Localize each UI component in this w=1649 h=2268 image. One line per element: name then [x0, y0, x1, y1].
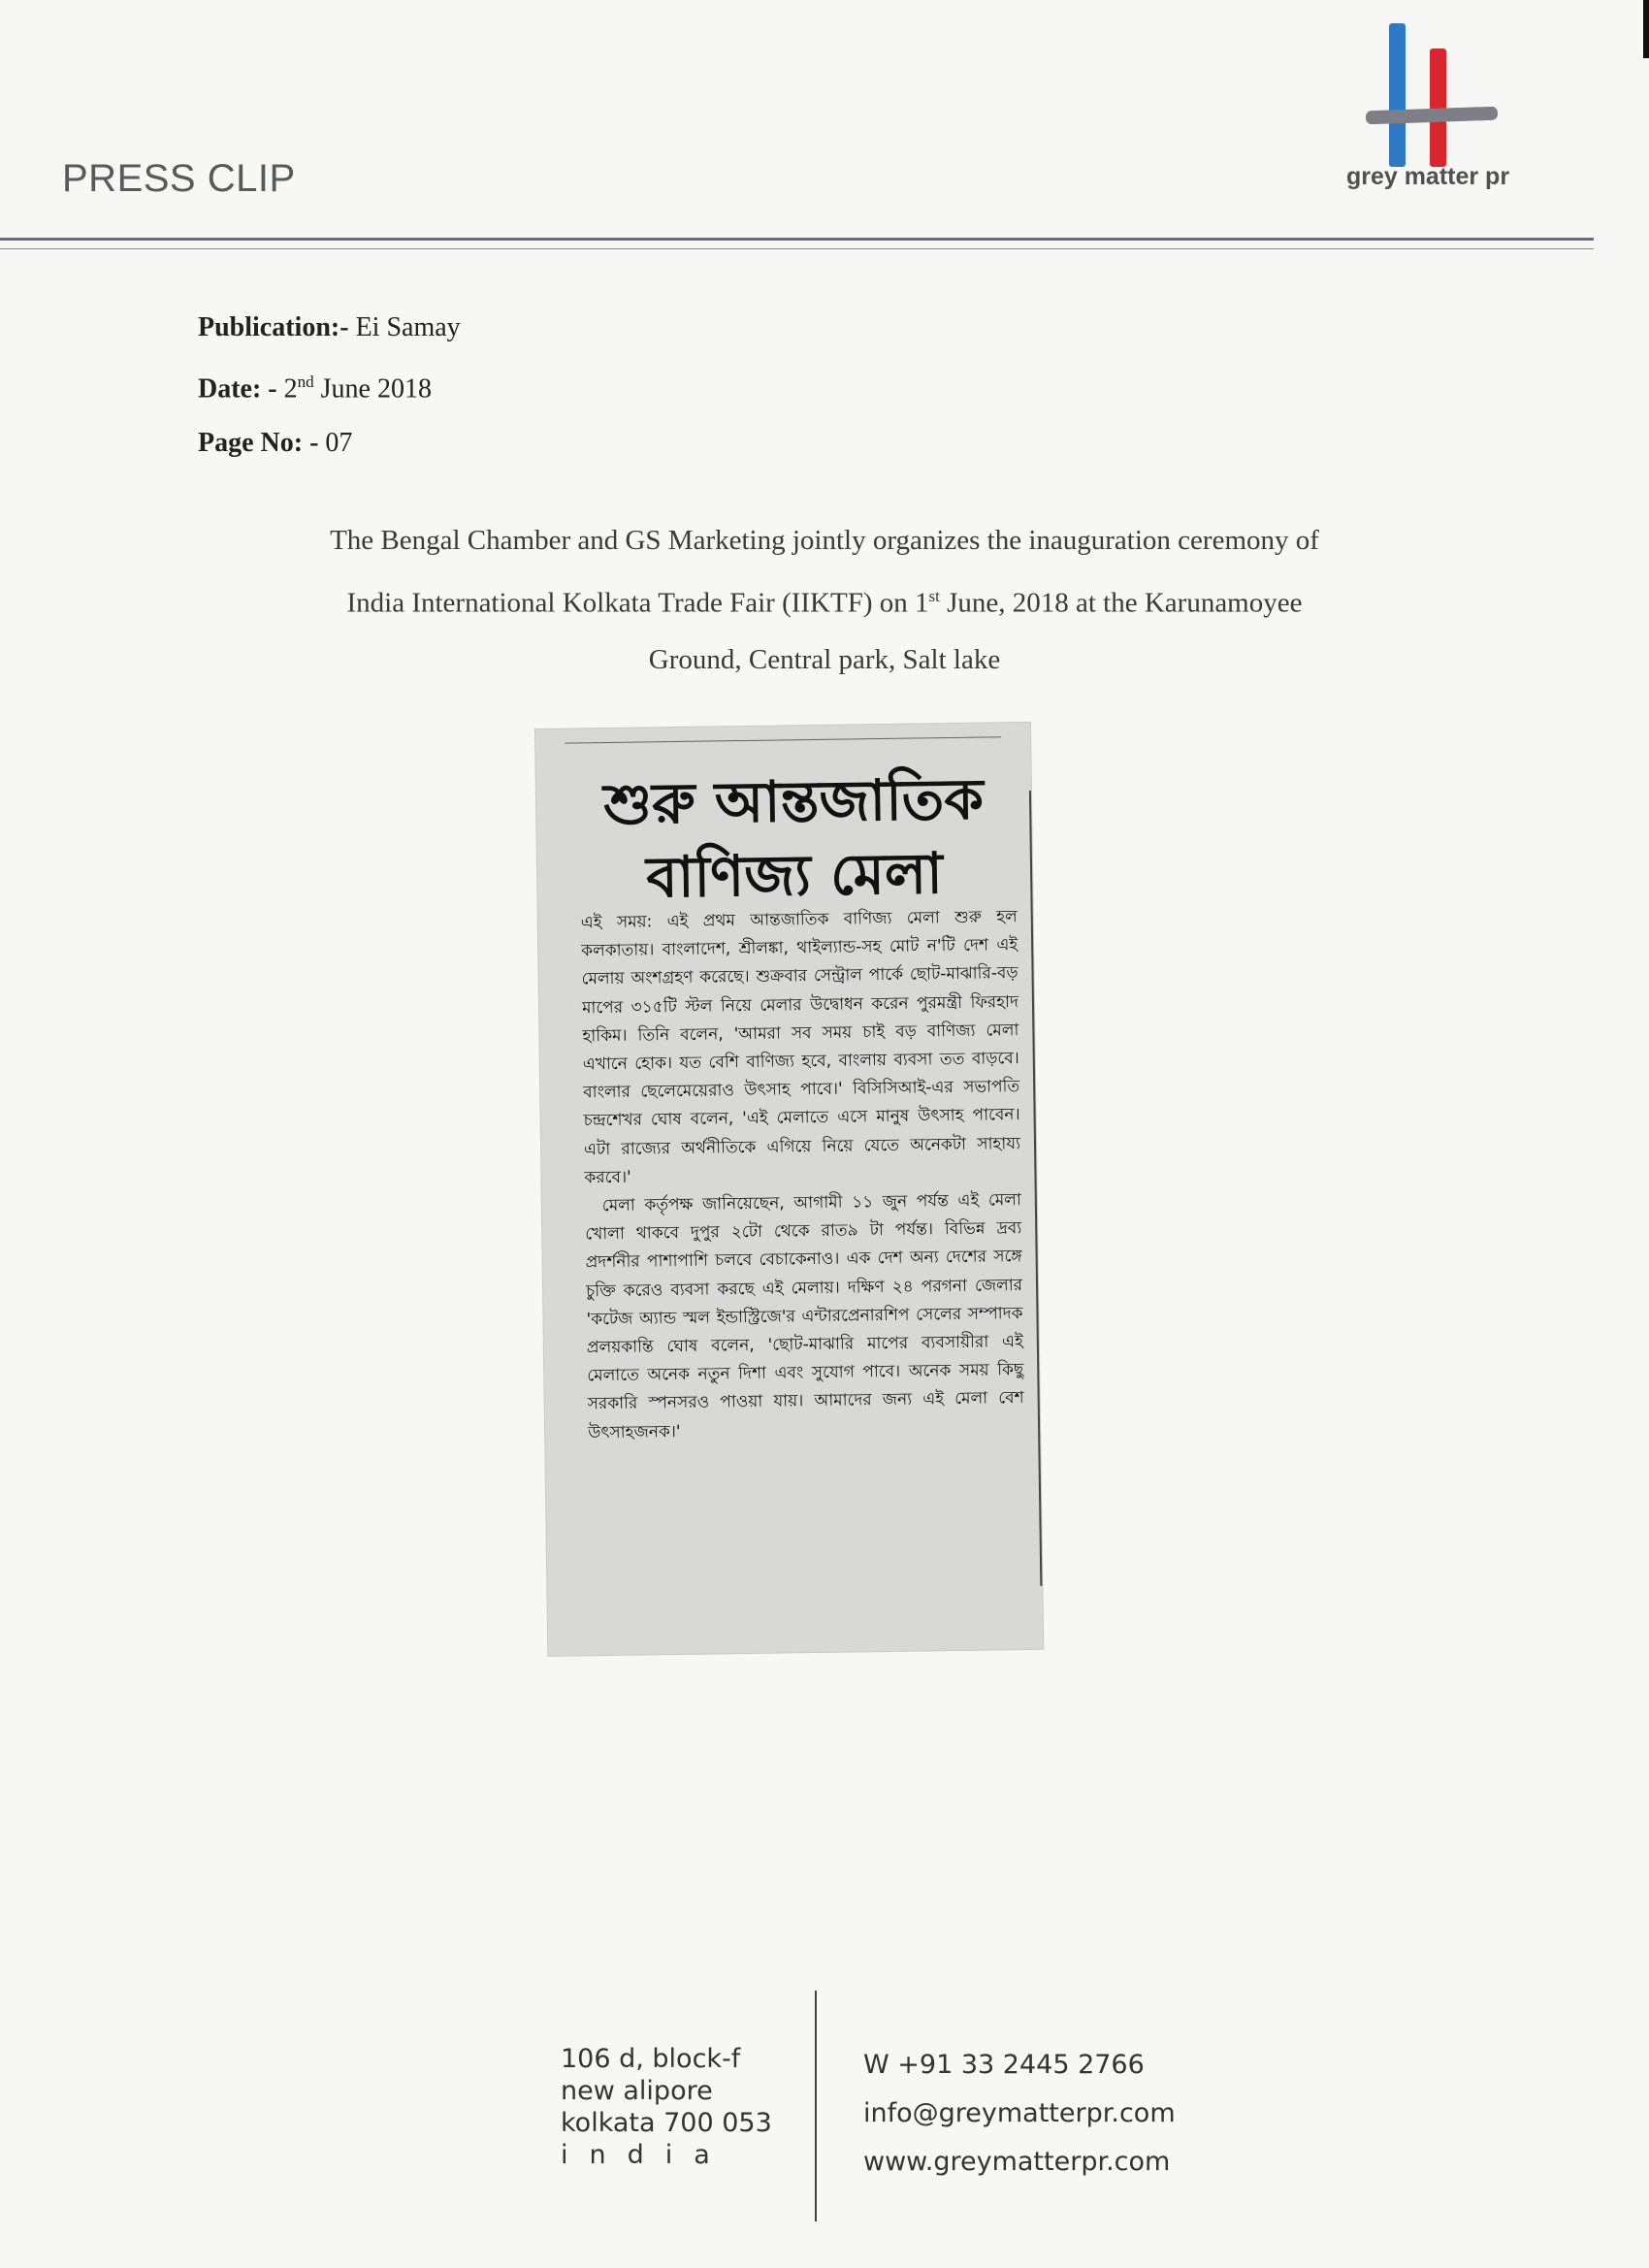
headline-line-1: শুরু আন্তজাতিক — [602, 765, 985, 838]
contact-website[interactable]: www.greymatterpr.com — [863, 2147, 1171, 2177]
clip-description — [194, 512, 1455, 688]
article-paragraph-1: এই সময়: এই প্রথম আন্তজাতিক বাণিজ্য মেলা শুরু হল কলকাতায়। বাংলাদেশ, শ্রীলঙ্কা, থাইল্যান্ড-সহ মোট ন'টি দেশ এই মেলায় অংশগ্রহণ করেছে। শুক্রবার সেন্ট্রাল পার্কে ছোট-মাঝারি-বড় মাপের ৩১৫টি স্টল নিয়ে মেলার উদ্বোধন করেন পুরমন্ত্রী ফিরহাদ হাকিম। তিনি বলেন, 'আমরা সব সময় চাই বড় বাণিজ্য মেলা এখানে হোক। যত বেশি বাণিজ্য হবে, বাংলায় ব্যবসা তত বাড়বে। বাংলার ছেলেমেয়েরাও উৎসাহ পাবে।' বিসিসিআই-এর সভাপতি চন্দ্রশেখর ঘোষ বলেন, 'এই মেলাতে এসে মানুষ উৎসাহ পাবেন। এটা রাজ্যের অর্থনীতিকে এগিয়ে নিয়ে যেতে অনেকটা সাহায্য করবে।' — [580, 907, 1021, 1188]
address-line-1: 106 d, block-f — [561, 2044, 741, 2074]
page-row — [198, 416, 461, 470]
date-day: 2 — [283, 373, 298, 405]
page-value: 07 — [325, 428, 353, 459]
footer-address — [561, 2043, 772, 2171]
publication-label: Publication:- — [198, 312, 349, 342]
page-title: PRESS CLIP — [62, 157, 296, 200]
header-divider-thin — [0, 248, 1594, 249]
description-line-2 — [194, 568, 1455, 632]
headline-line-2: বাণিজ্য মেলা — [645, 840, 944, 911]
clipping-top-rule — [565, 736, 1001, 743]
address-line-3: kolkata 700 053 — [561, 2108, 772, 2138]
page-label: Page No: - — [198, 428, 319, 459]
description-line-2-suffix: st — [928, 587, 940, 605]
footer-contact — [863, 2041, 1176, 2187]
contact-phone: W +91 33 2445 2766 — [863, 2050, 1145, 2080]
article-paragraph-2: মেলা কর্তৃপক্ষ জানিয়েছেন, আগামী ১১ জুন পর্যন্ত এই মেলা খোলা থাকবে দুপুর ২টো থেকে রাত৯ টা পর্যন্ত। বিভিন্ন দ্রব্য প্রদর্শনীর পাশাপাশি চলবে বেচাকেনাও। এক দেশ অন্য দেশের সঙ্গে চুক্তি করেও ব্যবসা করছে এই মেলায়। দক্ষিণ ২৪ পরগনা জেলার 'কটেজ অ্যান্ড স্মল ইন্ডাস্ট্রিজে'র এন্টারপ্রেনারশিপ সেলের সম্পাদক প্রলয়কান্তি ঘোষ বলেন, 'ছোট-মাঝারি মাপের ব্যবসায়ীরা এই মেলাতে অনেক নতুন দিশা এবং সুযোগ পাবে। অনেক সময় কিছু সরকারি স্পনসরও পাওয়া যায়। আমাদের জন্য এই মেলা বেশ উৎসাহজনক।' — [585, 1190, 1024, 1442]
logo-blue-bar — [1389, 23, 1406, 167]
date-rest: June 2018 — [320, 373, 432, 405]
description-line-3: Ground, Central park, Salt lake — [648, 643, 1001, 675]
logo-grey-stroke — [1366, 107, 1498, 125]
header-divider — [0, 238, 1594, 241]
page-edge — [1643, 0, 1649, 58]
address-line-2: new alipore — [561, 2076, 713, 2106]
description-line-1: The Bengal Chamber and GS Marketing jointly organizes the inauguration ceremony of — [330, 525, 1319, 556]
description-line-2-start: India International Kolkata Trade Fair (IIKTF) on 1 — [346, 587, 929, 619]
clip-meta — [198, 301, 461, 470]
clipping-column-rule — [1029, 791, 1042, 1586]
publication-row — [198, 301, 461, 355]
clipping-article — [581, 903, 1025, 1447]
footer-divider — [815, 1991, 817, 2221]
logo-red-bar — [1430, 49, 1446, 167]
logo-text: grey matter pr — [1345, 163, 1510, 190]
publication-value: Ei Samay — [355, 312, 461, 342]
newspaper-clipping — [535, 723, 1043, 1656]
date-suffix: nd — [297, 373, 314, 391]
address-line-4: india — [561, 2140, 731, 2170]
date-label: Date: - — [198, 373, 277, 405]
description-line-2-end: June, 2018 at the Karunamoyee — [939, 587, 1303, 619]
date-row — [198, 355, 461, 416]
contact-email[interactable]: info@greymatterpr.com — [863, 2098, 1176, 2128]
clipping-headline — [575, 761, 1014, 915]
